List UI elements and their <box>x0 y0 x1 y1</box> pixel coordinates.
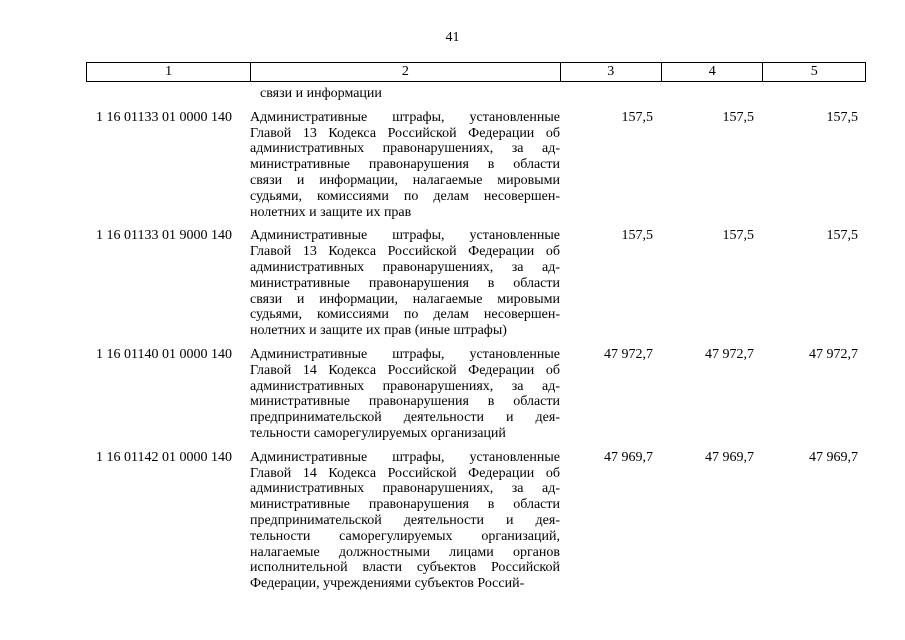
continuation-text: связи и информации <box>260 86 382 101</box>
amount-col-5: 47 972,7 <box>809 346 858 362</box>
table-row <box>86 450 866 592</box>
description-line: министративные правонарушения в области <box>250 394 560 410</box>
description <box>250 110 560 221</box>
description-line: Главой 14 Кодекса Российской Федерации об <box>250 362 560 378</box>
amount-col-3: 157,5 <box>621 109 653 125</box>
description-line: административных правонарушениях, за ад- <box>250 259 560 275</box>
amount-col-5: 157,5 <box>826 228 858 244</box>
description-line: административных правонарушениях, за ад- <box>250 481 560 497</box>
description-line: административных правонарушениях, за ад- <box>250 378 560 394</box>
amount-col-4: 157,5 <box>722 109 754 125</box>
description-line: связи и информации, налагаемые мировыми <box>250 172 560 188</box>
description-line: судьями, комиссиями по делам несовершен- <box>250 188 560 204</box>
table-row <box>86 228 866 339</box>
description <box>250 450 560 592</box>
description-line: административных правонарушениях, за ад- <box>250 141 560 157</box>
amount-col-5: 47 969,7 <box>809 449 858 465</box>
budget-code: 1 16 01133 01 0000 140 <box>96 109 232 125</box>
description-line: предпринимательской деятельности и дея- <box>250 410 560 426</box>
amount-col-5: 157,5 <box>826 109 858 125</box>
amount-col-4: 47 972,7 <box>705 346 754 362</box>
header-col-1: 1 <box>87 63 251 82</box>
description-line: Главой 13 Кодекса Российской Федерации об <box>250 244 560 260</box>
header-col-4: 4 <box>661 63 762 82</box>
description-line: судьями, комиссиями по делам несовершен- <box>250 307 560 323</box>
amount-col-4: 157,5 <box>722 228 754 244</box>
amount-col-3: 47 972,7 <box>604 346 653 362</box>
description-line: нолетних и защите их прав (иные штрафы) <box>250 323 507 339</box>
description-line: Федерации, учреждениями субъектов Россий- <box>250 576 525 592</box>
description-line: Административные штрафы, установленные <box>250 109 560 125</box>
description-line: тельности саморегулируемых организаций <box>250 425 506 441</box>
header-col-2: 2 <box>251 63 560 82</box>
description-line: тельности саморегулируемых организаций, <box>250 528 560 544</box>
description-line: нолетних и защите их прав <box>250 204 412 220</box>
description-line: исполнительной власти субъектов Российской <box>250 560 560 576</box>
description-line: министративные правонарушения в области <box>250 497 560 513</box>
description-line: Административные штрафы, установленные <box>250 449 560 465</box>
budget-code: 1 16 01140 01 0000 140 <box>96 346 232 362</box>
header-col-3: 3 <box>560 63 661 82</box>
description-line: связи и информации, налагаемые мировыми <box>250 291 560 307</box>
description-line: министративные правонарушения в области <box>250 157 560 173</box>
amount-col-4: 47 969,7 <box>705 449 754 465</box>
amount-col-3: 47 969,7 <box>604 449 653 465</box>
description-line: министративные правонарушения в области <box>250 275 560 291</box>
description-line: Административные штрафы, установленные <box>250 228 560 244</box>
table-row <box>86 347 866 442</box>
amount-col-3: 157,5 <box>621 228 653 244</box>
table-body <box>86 86 866 600</box>
budget-code: 1 16 01142 01 0000 140 <box>96 449 232 465</box>
description-line: Главой 13 Кодекса Российской Федерации об <box>250 125 560 141</box>
table-header <box>86 62 866 82</box>
description <box>250 228 560 339</box>
page-number: 41 <box>445 30 460 45</box>
header-col-5: 5 <box>763 63 866 82</box>
description-line: налагаемые должностными лицами органов <box>250 544 560 560</box>
description-line: предпринимательской деятельности и дея- <box>250 512 560 528</box>
table-row <box>86 110 866 221</box>
description <box>250 347 560 442</box>
budget-code: 1 16 01133 01 9000 140 <box>96 228 232 244</box>
description-line: Главой 14 Кодекса Российской Федерации об <box>250 465 560 481</box>
description-line: Административные штрафы, установленные <box>250 346 560 362</box>
